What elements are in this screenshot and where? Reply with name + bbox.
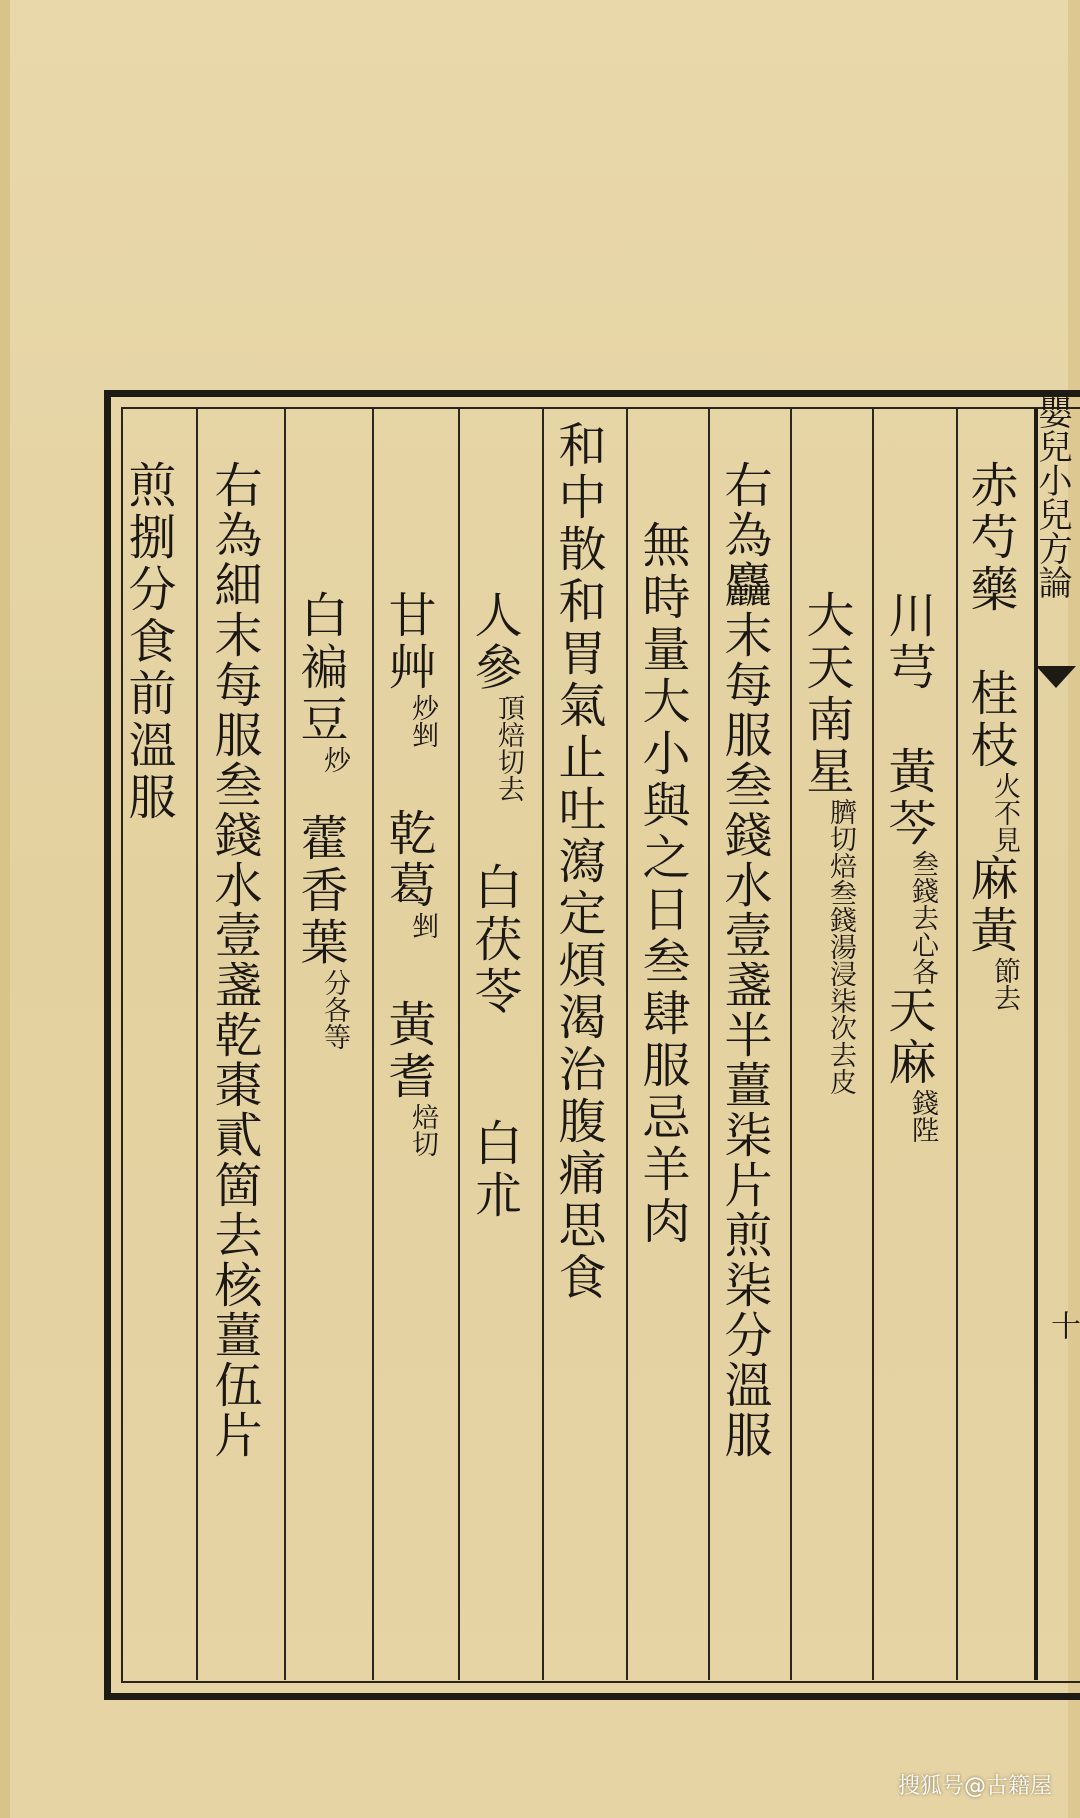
column-rule [956, 408, 958, 1680]
annotation [408, 1103, 436, 1157]
prescription-text: 煎捌分食前溫服 [120, 460, 176, 824]
annotation [990, 957, 1018, 1011]
prescription-text: 無時量大小與之日叁肆服忌羊肉 [634, 520, 690, 1248]
watermark-text: 搜狐号@古籍屋 [897, 1774, 1052, 1799]
annotation-line: 叁錢 [907, 850, 938, 904]
annotation-line: 剉 [407, 721, 438, 748]
text-column-10 [206, 460, 262, 1460]
column-rule [626, 408, 628, 1680]
annotation-line: 炒 [319, 746, 350, 773]
column-rule [372, 408, 374, 1680]
herb-name: 藿香葉 [292, 813, 348, 969]
annotation-line: 錢 [907, 1089, 938, 1116]
annotation-line: 切 [407, 1130, 438, 1157]
annotation [826, 798, 854, 1095]
annotation-line: 炒 [407, 694, 438, 721]
column-rule [872, 408, 874, 1680]
annotation [320, 969, 348, 1050]
column-rule [196, 408, 198, 1680]
annotation-line: 節 [989, 957, 1020, 984]
annotation-line: 陛 [907, 1116, 938, 1143]
text-column-8 [380, 590, 436, 1157]
herb-name: 白朮 [466, 1118, 522, 1222]
herb-name: 乾葛 [380, 808, 436, 912]
annotation-line: 分 [319, 969, 350, 996]
prescription-text: 右為細末每服叁錢水壹盞乾棗貳箇去核薑伍片 [206, 460, 262, 1460]
column-rule [790, 408, 792, 1680]
text-column-3 [798, 590, 854, 1095]
annotation-line: 切去 [493, 748, 524, 802]
annotation [990, 772, 1018, 853]
page-edge-left [0, 0, 10, 1818]
folio-number: 十 [1045, 1310, 1080, 1340]
herb-name: 黃耆 [380, 999, 436, 1103]
text-column-6 [550, 420, 606, 1304]
herb-name: 白茯苓 [466, 862, 522, 1018]
annotation-line: 去心各 [907, 904, 938, 985]
herb-name: 赤芍藥 桂枝 [962, 460, 1018, 772]
formula-title: 和中散和胃氣止吐瀉定煩渴治腹痛思食 [550, 420, 606, 1304]
herb-name: 天麻 [880, 985, 936, 1089]
fish-tail-mark [1036, 666, 1076, 688]
column-rule [542, 408, 544, 1680]
annotation-line: 不見 [989, 799, 1020, 853]
annotation-line: 去 [989, 984, 1020, 1011]
herb-name: 麻黃 [962, 853, 1018, 957]
text-column-4 [716, 460, 772, 1460]
annotation-line: 焙 [407, 1103, 438, 1130]
text-column-2 [880, 590, 936, 1143]
annotation-line: 剉 [407, 912, 438, 939]
herb-name: 人參 [466, 590, 522, 694]
herb-name: 甘艸 [380, 590, 436, 694]
column-rule [708, 408, 710, 1680]
annotation [494, 694, 522, 802]
text-column-1 [962, 460, 1018, 1011]
text-column-5 [634, 520, 690, 1248]
column-rule [284, 408, 286, 1680]
annotation [408, 694, 436, 748]
text-column-11 [120, 460, 176, 824]
annotation [908, 850, 936, 985]
annotation-line: 頂焙 [493, 694, 524, 748]
prescription-text: 右為麤末每服叁錢水壹盞半薑柒片煎柒分溫服 [716, 460, 772, 1460]
text-column-9 [292, 590, 348, 1050]
column-rule [458, 408, 460, 1680]
annotation [320, 746, 348, 773]
annotation-line: 火 [989, 772, 1020, 799]
annotation-line: 各等 [319, 996, 350, 1050]
annotation [408, 912, 436, 939]
annotation-line: 臍切焙叁錢 [825, 798, 856, 933]
herb-name: 大天南星 [798, 590, 854, 798]
annotation [908, 1089, 936, 1143]
page-header-title: 嬰兒小兒方論 [1032, 395, 1072, 599]
herb-name: 白褊豆 [292, 590, 348, 746]
herb-name: 川芎 黃芩 [880, 590, 936, 850]
text-column-7 [466, 590, 522, 1222]
annotation-line: 湯浸柒次去皮 [825, 933, 856, 1095]
